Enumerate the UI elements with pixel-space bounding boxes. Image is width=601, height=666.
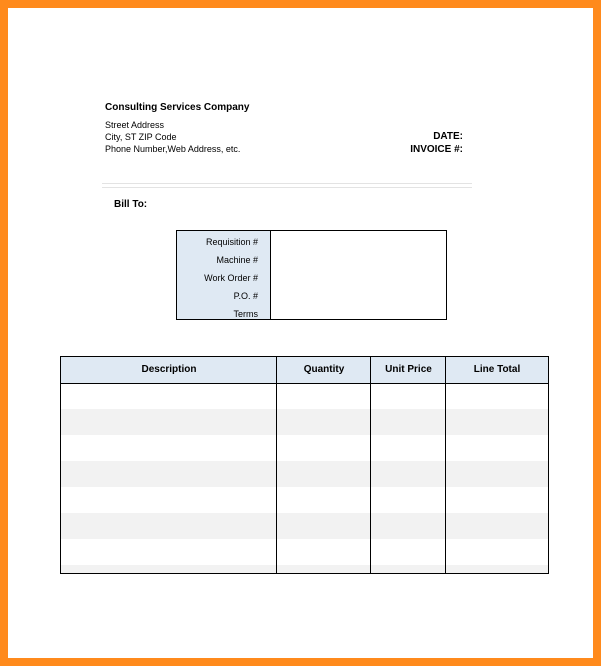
column-divider bbox=[276, 357, 277, 573]
table-row bbox=[61, 461, 548, 487]
company-contact: Phone Number,Web Address, etc. bbox=[105, 144, 241, 154]
po-label: P.O. # bbox=[233, 291, 258, 301]
table-row bbox=[61, 409, 548, 435]
table-header bbox=[61, 357, 548, 384]
invoice-number-label: INVOICE #: bbox=[410, 144, 463, 155]
column-divider bbox=[445, 357, 446, 573]
company-street: Street Address bbox=[105, 120, 165, 130]
column-header-quantity: Quantity bbox=[303, 364, 345, 375]
reference-labels-column bbox=[177, 231, 271, 319]
company-name: Consulting Services Company bbox=[105, 102, 250, 113]
line-items-table bbox=[60, 356, 549, 574]
machine-label: Machine # bbox=[216, 255, 258, 265]
column-header-description: Description bbox=[141, 364, 197, 375]
reference-fields-box bbox=[176, 230, 447, 320]
work-order-label: Work Order # bbox=[204, 273, 258, 283]
company-city: City, ST ZIP Code bbox=[105, 132, 177, 142]
column-header-line-total: Line Total bbox=[473, 364, 521, 375]
invoice-page bbox=[8, 8, 593, 658]
terms-label: Terms bbox=[233, 309, 258, 319]
bill-to-label: Bill To: bbox=[114, 199, 148, 210]
column-divider bbox=[370, 357, 371, 573]
reference-values-column[interactable] bbox=[271, 231, 446, 319]
requisition-label: Requisition # bbox=[205, 237, 258, 247]
table-row bbox=[61, 513, 548, 539]
date-label: DATE: bbox=[433, 131, 463, 142]
table-row bbox=[61, 565, 548, 574]
header-divider bbox=[102, 183, 472, 188]
column-header-unit-price: Unit Price bbox=[385, 364, 432, 375]
